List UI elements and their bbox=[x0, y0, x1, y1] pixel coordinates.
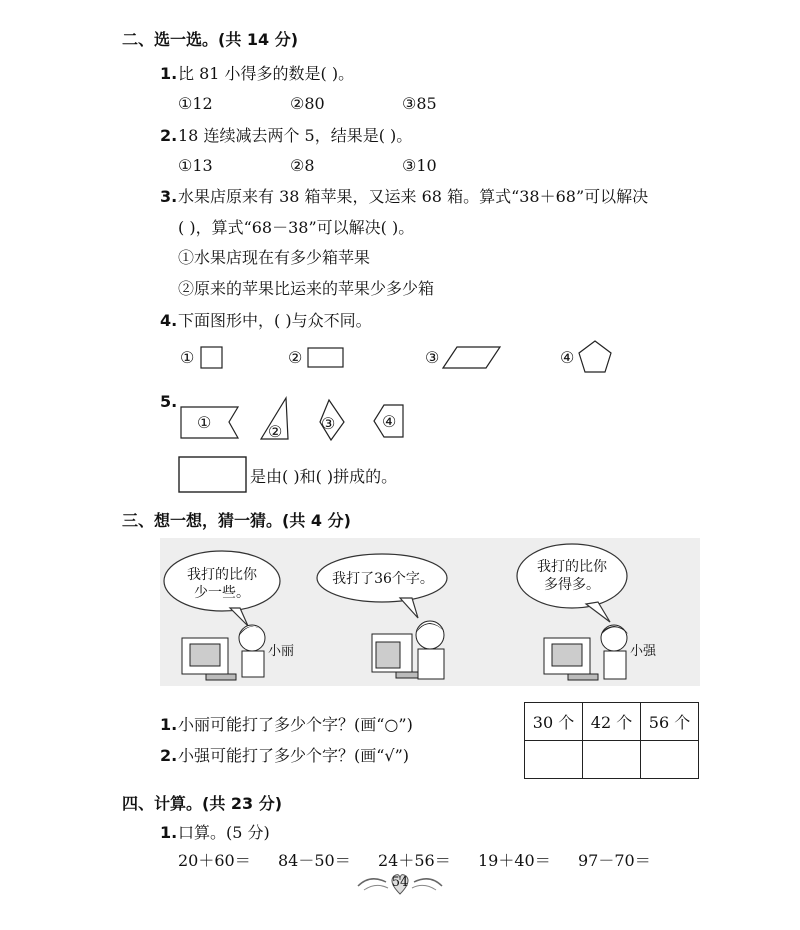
s3-q1-number: 1. bbox=[160, 715, 178, 734]
q4-text: 下面图形中，( )与众不同。 bbox=[178, 311, 372, 330]
section-3-title: 三、想一想，猜一猜。(共 4 分) bbox=[122, 511, 351, 530]
table-header-56: 56 个 bbox=[641, 703, 699, 741]
q2-number: 2. bbox=[160, 126, 178, 145]
q2-option-2[interactable]: ②8 bbox=[290, 156, 315, 175]
rectangle-shape[interactable] bbox=[307, 347, 345, 369]
q4-label-1: ① bbox=[180, 348, 195, 367]
answer-cell-42[interactable] bbox=[583, 741, 641, 779]
s3-q2-number: 2. bbox=[160, 746, 178, 765]
answer-cell-56[interactable] bbox=[641, 741, 699, 779]
bubble-1-line-2: 少一些。 bbox=[194, 585, 250, 601]
result-rectangle bbox=[178, 456, 248, 494]
name-xiaoqiang: 小强 bbox=[630, 644, 657, 659]
q5-label-2: ② bbox=[268, 422, 283, 441]
q2-option-1[interactable]: ①13 bbox=[178, 156, 213, 175]
q1-option-3[interactable]: ③85 bbox=[402, 94, 437, 113]
s4-q1-text: 口算。(5 分) bbox=[178, 823, 270, 842]
q3-line-2: ( )，算式“68－38”可以解决( )。 bbox=[178, 218, 415, 237]
section-4-title: 四、计算。(共 23 分) bbox=[122, 794, 283, 813]
bubble-3-line-2: 多得多。 bbox=[544, 577, 600, 593]
answer-table bbox=[524, 702, 699, 779]
problem-5[interactable]: 97－70＝ bbox=[578, 851, 651, 870]
section-2-title: 二、选一选。(共 14 分) bbox=[122, 30, 299, 49]
pentagon-shape[interactable] bbox=[577, 340, 613, 374]
q3-number: 3. bbox=[160, 187, 178, 206]
problem-2[interactable]: 84－50＝ bbox=[278, 851, 351, 870]
q2-text: 18 连续减去两个 5，结果是( )。 bbox=[178, 126, 413, 145]
q4-label-2: ② bbox=[288, 348, 303, 367]
q3-option-2[interactable]: ②原来的苹果比运来的苹果少多少箱 bbox=[178, 279, 435, 298]
bubble-1-line-1: 我打的比你 bbox=[187, 567, 257, 583]
q4-label-4: ④ bbox=[560, 348, 575, 367]
table-header-30: 30 个 bbox=[525, 703, 583, 741]
q1-option-1[interactable]: ①12 bbox=[178, 94, 213, 113]
s3-q2-text: 小强可能打了多少个字？(画“√”) bbox=[178, 746, 410, 765]
q5-number: 5. bbox=[160, 392, 178, 411]
illustration-panel bbox=[160, 538, 700, 688]
parallelogram-shape[interactable] bbox=[442, 346, 502, 370]
problem-4[interactable]: 19＋40＝ bbox=[478, 851, 551, 870]
q1-option-2[interactable]: ②80 bbox=[290, 94, 325, 113]
problem-1[interactable]: 20＋60＝ bbox=[178, 851, 251, 870]
q2-option-3[interactable]: ③10 bbox=[402, 156, 437, 175]
square-shape[interactable] bbox=[200, 346, 224, 370]
q5-label-3: ③ bbox=[321, 414, 336, 433]
q5-sentence: 是由( )和( )拼成的。 bbox=[250, 467, 398, 486]
problem-3[interactable]: 24＋56＝ bbox=[378, 851, 451, 870]
q4-label-3: ③ bbox=[425, 348, 440, 367]
q5-label-4: ④ bbox=[382, 412, 397, 431]
s4-q1-number: 1. bbox=[160, 823, 178, 842]
name-xiaoli: 小丽 bbox=[268, 644, 295, 659]
s3-q1-text: 小丽可能打了多少个字？(画“○”) bbox=[178, 715, 413, 734]
q4-number: 4. bbox=[160, 311, 178, 330]
q3-option-1[interactable]: ①水果店现在有多少箱苹果 bbox=[178, 248, 371, 267]
table-header-42: 42 个 bbox=[583, 703, 641, 741]
q1-text: 比 81 小得多的数是( )。 bbox=[178, 64, 355, 83]
answer-cell-30[interactable] bbox=[525, 741, 583, 779]
q3-line-1: 水果店原来有 38 箱苹果，又运来 68 箱。算式“38＋68”可以解决 bbox=[178, 187, 649, 206]
q5-label-1: ① bbox=[197, 413, 212, 432]
bubble-3-line-1: 我打的比你 bbox=[537, 559, 607, 575]
bubble-2-text: 我打了36个字。 bbox=[332, 571, 434, 587]
q1-number: 1. bbox=[160, 64, 178, 83]
page-number: 54 bbox=[391, 875, 409, 890]
